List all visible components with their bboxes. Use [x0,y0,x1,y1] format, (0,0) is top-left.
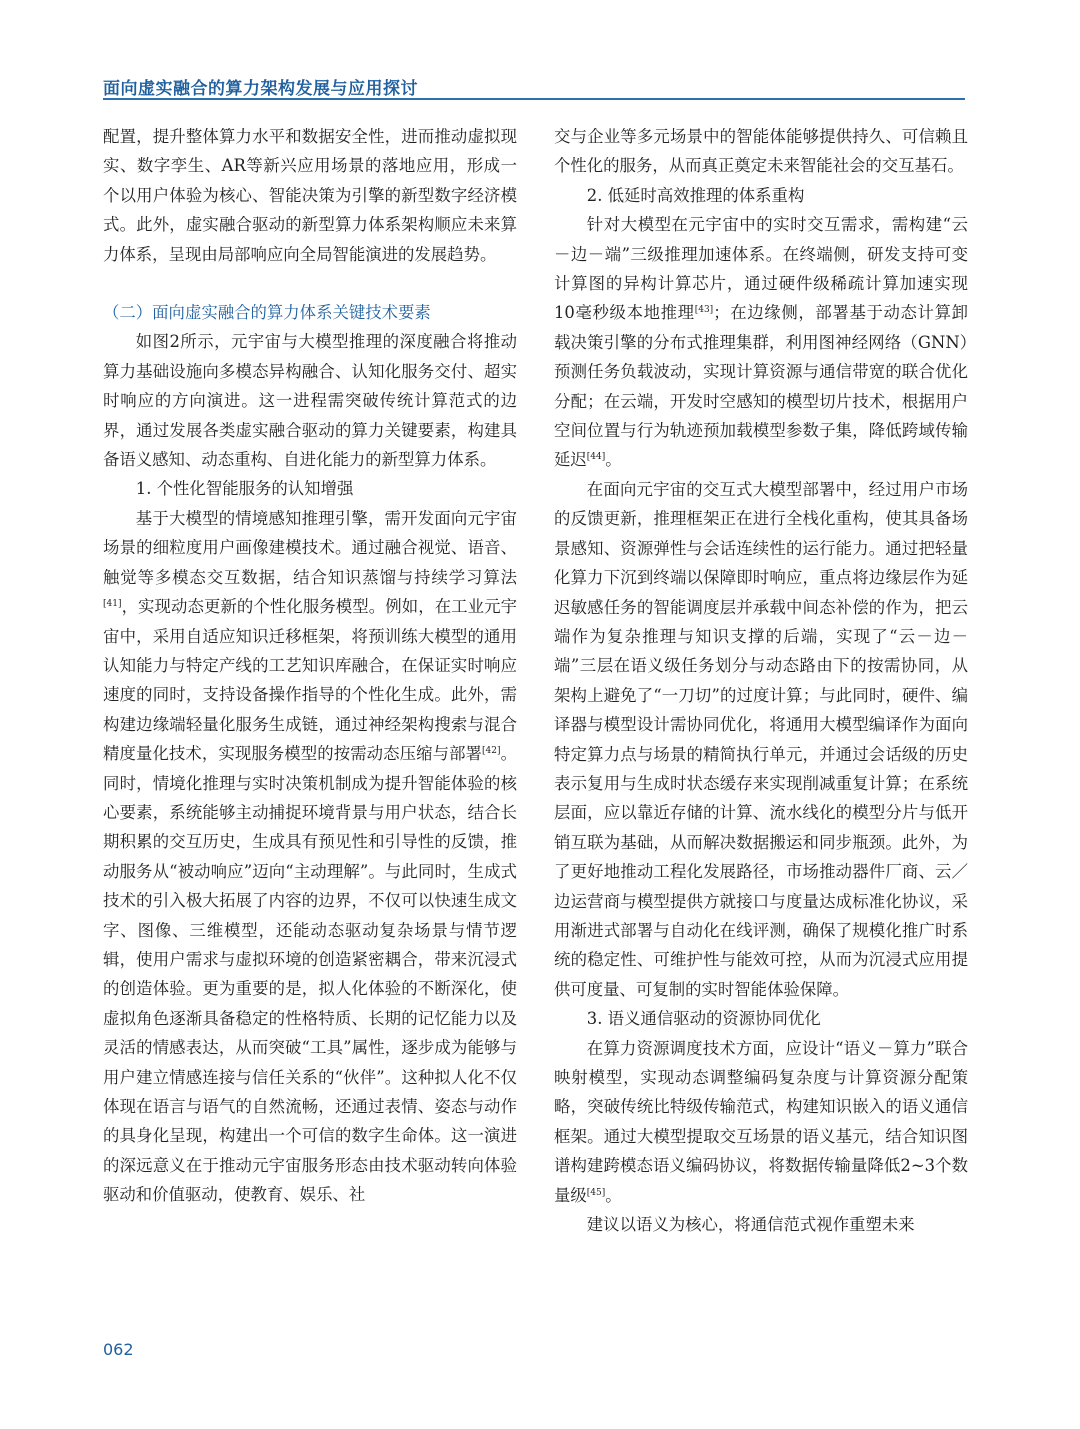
paragraph: 建议以语义为核心，将通信范式视作重塑未来 [586,1215,915,1235]
paragraph-text: 针对大模型在元宇宙中的实时交互需求，需构建“云－边－端”三级推理加速体系。在终端侧，研发支持可变计算图的异构计算芯片，通过硬件级稀疏计算加速实现10毫秒级本地推理 [554,215,968,323]
subsection-heading: 2. 低延时高效推理的体系重构 [586,185,805,205]
paragraph-text: ，实现动态更新的个性化服务模型。例如，在工业元宇宙中，采用自适应知识迁移框架，将预训练大模型的通用认知能力与特定产线的工艺知识库融合，在保证实时响应速度的同时，支持设备操作指导的个性化生成。此外，需构建边缘端轻量化服务生成链，通过神经架构搜索与混合精度量化技术，实现服务模型的按需动态压缩与部署 [103,597,517,764]
left-column [103,122,517,1210]
right-column [554,122,968,1239]
subsection-heading: 1. 个性化智能服务的认知增强 [135,479,354,499]
running-header-title: 面向虚实融合的算力架构发展与应用探讨 [103,79,418,99]
header-rule [103,98,965,100]
paragraph-text: 。 [605,1185,622,1205]
citation-ref: [45] [586,1187,606,1198]
paragraph: 在面向元宇宙的交互式大模型部署中，经过用户市场的反馈更新，推理框架正在进行全栈化重构，使其具备场景感知、资源弹性与会话连续性的运行能力。通过把轻量化算力下沉到终端以保障即时响应，重点将边缘层作为延迟敏感任务的智能调度层并承载中间态补偿的作为，把云端作为复杂推理与知识支撑的后端，实现了“云－边－端”三层在语义级任务划分与动态路由下的按需协同，从架构上避免了“一刀切”的过度计算；与此同时，硬件、编译器与模型设计需协同优化，将通用大模型编译作为面向特定算力点与场景的精简执行单元，并通过会话级的历史表示复用与生成时状态缓存来实现削减重复计算；在系统层面，应以靠近存储的计算、流水线化的模型分片与低开销互联为基础，从而解决数据搬运和同步瓶颈。此外，为了更好地推动工程化发展路径，市场推动器件厂商、云／边运营商与模型提供方就接口与度量达成标准化协议，采用渐进式部署与自动化在线评测，确保了规模化推广时系统的稳定性、可维护性与能效可控，从而为沉浸式应用提供可度量、可复制的实时智能体验保障。 [554,479,968,999]
citation-ref: [43] [694,305,714,316]
paragraph: 如图2所示，元宇宙与大模型推理的深度融合将推动算力基础设施向多模态异构融合、认知化服务交付、超实时响应的方向演进。这一进程需突破传统计算范式的边界，通过发展各类虚实融合驱动的算力关键要素，构建具备语义感知、动态重构、自进化能力的新型算力体系。 [103,332,517,470]
citation-ref: [44] [586,452,606,463]
paragraph-text: ；在边缘侧，部署基于动态计算卸载决策引擎的分布式推理集群，利用图神经网络（GNN）预测任务负载波动，实现计算资源与通信带宽的联合优化分配；在云端，开发时空感知的模型切片技术，根据用户空间位置与行为轨迹预加载模型参数子集，降低跨域传输延迟 [554,303,969,470]
paragraph-text: 。同时，情境化推理与实时决策机制成为提升智能体验的核心要素，系统能够主动捕捉环境背景与用户状态，结合长期积累的交互历史，生成具有预见性和引导性的反馈，推动服务从“被动响应”迈向“主动理解”。与此同时，生成式技术的引入极大拓展了内容的边界，不仅可以快速生成文字、图像、三维模型，还能动态驱动复杂场景与情节逻辑，使用户需求与虚拟环境的创造紧密耦合，带来沉浸式的创造体验。更为重要的是，拟人化体验的不断深化，使虚拟角色逐渐具备稳定的性格特质、长期的记忆能力以及灵活的情感表达，从而突破“工具”属性，逐步成为能够与用户建立情感连接与信任关系的“伙伴”。这种拟人化不仅体现在语言与语气的自然流畅，还通过表情、姿态与动作的具身化呈现，构建出一个可信的数字生命体。这一演进的深远意义在于推动元宇宙服务形态由技术驱动转向体验驱动和价值驱动，使教育、娱乐、社 [103,744,518,1205]
paragraph-text: 基于大模型的情境感知推理引擎，需开发面向元宇宙场景的细粒度用户画像建模技术。通过融合视觉、语音、触觉等多模态交互数据，结合知识蒸馏与持续学习算法 [103,508,517,587]
paragraph-text: 在算力资源调度技术方面，应设计“语义－算力”联合映射模型，实现动态调整编码复杂度与计算资源分配策略，突破传统比特级传输范式，构建知识嵌入的语义通信框架。通过大模型提取交互场景的语义基元，结合知识图谱构建跨模态语义编码协议，将数据传输量降低2~3个数量级 [554,1038,968,1205]
page-number: 062 [103,1340,134,1359]
citation-ref: [42] [482,746,501,757]
citation-ref: [41] [103,599,122,610]
subsection-heading: 3. 语义通信驱动的资源协同优化 [586,1009,821,1029]
paragraph: 配置，提升整体算力水平和数据安全性，进而推动虚拟现实、数字孪生、AR等新兴应用场景的落地应用，形成一个以用户体验为核心、智能决策为引擎的新型数字经济模式。此外，虚实融合驱动的新型算力体系架构顺应未来算力体系，呈现由局部响应向全局智能演进的发展趋势。 [103,127,517,264]
section-heading: （二）面向虚实融合的算力体系关键技术要素 [103,303,431,323]
paragraph: 交与企业等多元场景中的智能体能够提供持久、可信赖且个性化的服务，从而真正奠定未来智能社会的交互基石。 [554,127,968,176]
paragraph [103,504,517,1210]
spacer [103,269,517,298]
paragraph [554,210,968,475]
paragraph [554,1034,968,1210]
paragraph-text: 。 [605,450,622,470]
